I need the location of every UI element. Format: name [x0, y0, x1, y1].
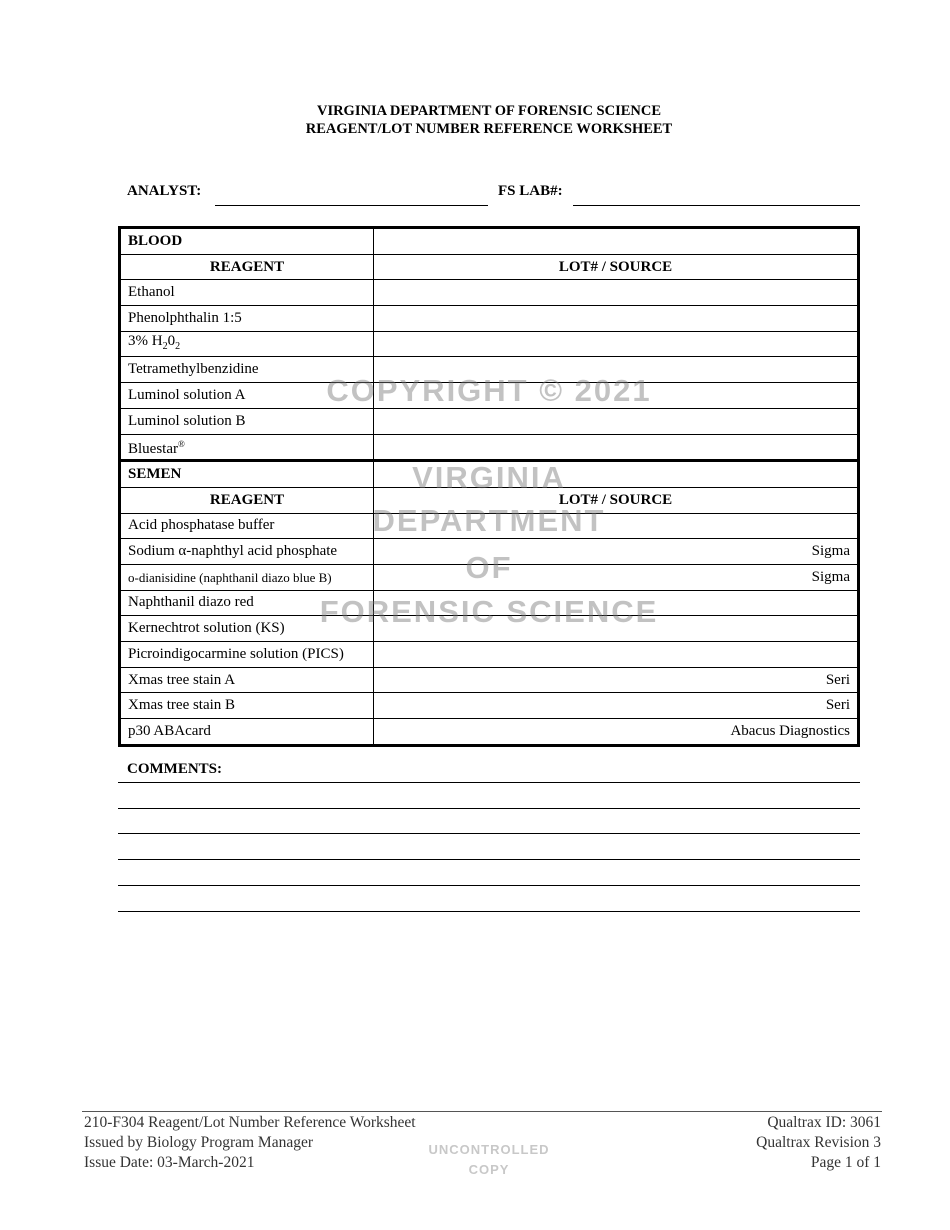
semen-section-label: SEMEN	[120, 461, 374, 488]
reagent-name: Bluestar®	[120, 434, 374, 461]
reagent-name: Kernechtrot solution (KS)	[120, 616, 374, 642]
watermark-virginia: VIRGINIA	[412, 460, 566, 495]
stamp-line-2: COPY	[468, 1162, 510, 1177]
issue-date: Issue Date: 03-March-2021	[84, 1154, 255, 1171]
table-row	[120, 513, 859, 539]
lot-source-field[interactable]	[374, 642, 859, 668]
comment-line-2[interactable]	[118, 808, 860, 809]
table-row	[120, 616, 859, 642]
reagent-column-header: REAGENT	[120, 254, 374, 280]
table-row	[120, 357, 859, 383]
footer-divider	[82, 1111, 882, 1112]
semen-section-row	[120, 461, 859, 488]
analyst-label: ANALYST:	[127, 183, 202, 199]
table-row	[120, 590, 859, 616]
lot-source-field[interactable]: Seri	[374, 693, 859, 719]
semen-section-blank	[374, 461, 859, 488]
watermark-of: OF	[465, 550, 513, 585]
title-line-1: VIRGINIA DEPARTMENT OF FORENSIC SCIENCE	[316, 103, 662, 119]
reagent-name: Acid phosphatase buffer	[120, 513, 374, 539]
fs-lab-field[interactable]	[573, 205, 860, 206]
reagent-name: Luminol solution A	[120, 383, 374, 409]
lot-source-field[interactable]	[374, 434, 859, 461]
qualtrax-id: Qualtrax ID: 3061	[767, 1114, 881, 1131]
lot-source-field[interactable]	[374, 616, 859, 642]
reagent-name: Picroindigocarmine solution (PICS)	[120, 642, 374, 668]
blood-section-label: BLOOD	[120, 228, 374, 255]
table-row	[120, 642, 859, 668]
reagent-name: o-dianisidine (naphthanil diazo blue B)	[120, 564, 374, 590]
footer-right	[756, 1113, 881, 1173]
comment-line-5[interactable]	[118, 885, 860, 886]
lot-source-column-header: LOT# / SOURCE	[374, 254, 859, 280]
reagent-name: Xmas tree stain A	[120, 667, 374, 693]
table-row	[120, 693, 859, 719]
uncontrolled-copy-stamp	[389, 1140, 589, 1180]
comment-line-1[interactable]	[118, 782, 860, 783]
lot-source-field[interactable]	[374, 513, 859, 539]
lot-source-field[interactable]: Abacus Diagnostics	[374, 719, 859, 746]
comment-line-4[interactable]	[118, 859, 860, 860]
table-row	[120, 539, 859, 565]
watermark-department: DEPARTMENT	[372, 503, 606, 538]
lot-source-field[interactable]	[374, 408, 859, 434]
watermark-copyright: COPYRIGHT © 2021	[326, 373, 652, 408]
lot-source-field[interactable]: Seri	[374, 667, 859, 693]
reagent-name: Sodium α-naphthyl acid phosphate	[120, 539, 374, 565]
reagent-name: Tetramethylbenzidine	[120, 357, 374, 383]
table-row	[120, 331, 859, 357]
lot-source-column-header: LOT# / SOURCE	[374, 487, 859, 513]
table-row	[120, 383, 859, 409]
lot-source-field[interactable]	[374, 383, 859, 409]
reagent-name: Naphthanil diazo red	[120, 590, 374, 616]
title-line-2: REAGENT/LOT NUMBER REFERENCE WORKSHEET	[305, 121, 673, 137]
table-row	[120, 719, 859, 746]
table-row	[120, 564, 859, 590]
reagent-name: p30 ABAcard	[120, 719, 374, 746]
lot-source-field[interactable]: Sigma	[374, 539, 859, 565]
reagent-name: 3% $H_20_2$	[120, 331, 374, 357]
lot-source-field[interactable]	[374, 306, 859, 332]
issuer: Issued by Biology Program Manager	[84, 1134, 314, 1151]
table-row	[120, 306, 859, 332]
form-title: 210-F304 Reagent/Lot Number Reference Worksheet	[84, 1114, 416, 1131]
blood-section-blank	[374, 228, 859, 255]
reagent-name: Luminol solution B	[120, 408, 374, 434]
fs-lab-label: FS LAB#:	[498, 183, 563, 199]
reagent-name: Ethanol	[120, 280, 374, 306]
stamp-line-1: UNCONTROLLED	[428, 1142, 550, 1157]
comment-line-6[interactable]	[118, 911, 860, 912]
reagent-name: Xmas tree stain B	[120, 693, 374, 719]
blood-header-row	[120, 254, 859, 280]
watermark-forensic-science: FORENSIC SCIENCE	[319, 594, 659, 629]
lot-source-field[interactable]: Sigma	[374, 564, 859, 590]
lot-source-field[interactable]	[374, 280, 859, 306]
reagent-table	[118, 226, 860, 747]
comment-line-3[interactable]	[118, 833, 860, 834]
table-row	[120, 408, 859, 434]
reagent-column-header: REAGENT	[120, 487, 374, 513]
comments-label: COMMENTS:	[127, 761, 222, 777]
lot-source-field[interactable]	[374, 357, 859, 383]
table-row	[120, 280, 859, 306]
reagent-name: Phenolphthalin 1:5	[120, 306, 374, 332]
table-row	[120, 434, 859, 461]
lot-source-field[interactable]	[374, 590, 859, 616]
lot-source-field[interactable]	[374, 331, 859, 357]
table-row	[120, 667, 859, 693]
semen-header-row	[120, 487, 859, 513]
blood-section-row	[120, 228, 859, 255]
page-number: Page 1 of 1	[810, 1154, 881, 1171]
document-title	[0, 102, 950, 138]
qualtrax-revision: Qualtrax Revision 3	[756, 1134, 881, 1151]
analyst-field[interactable]	[215, 205, 488, 206]
footer-left	[84, 1113, 416, 1173]
